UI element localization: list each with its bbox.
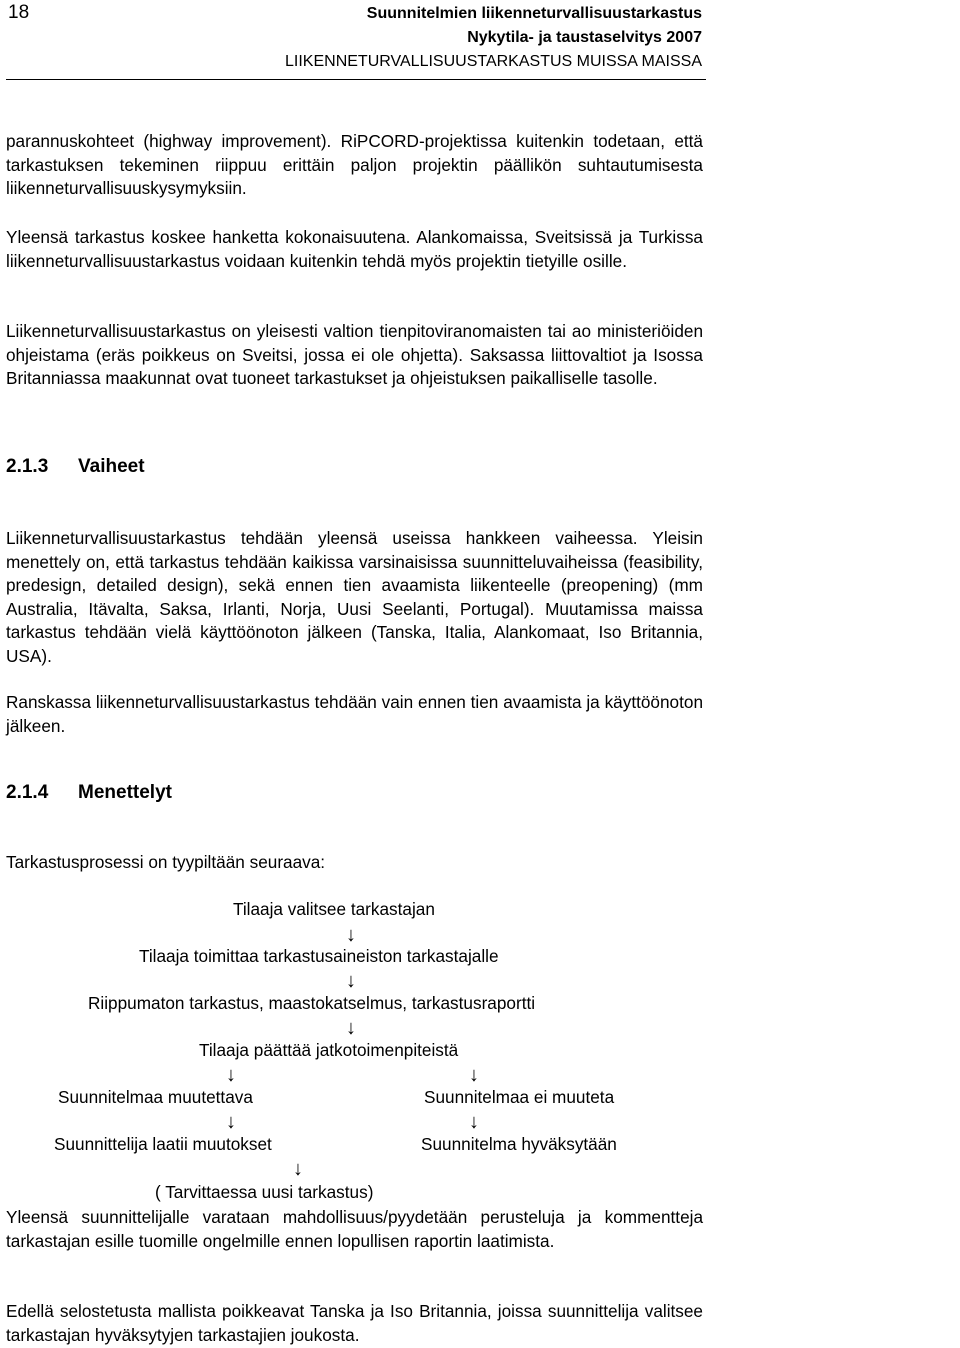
paragraph-4: Liikenneturvallisuustarkastus tehdään yleensä useissa hankkeen vaiheessa. Yleisin menettely on, että tarkastus tehdään kaikissa varsinaisissa suunnitteluvaiheissa (feasibility, predesign, detailed design), sekä ennen tien avaamista liikenteelle (preopening) (mm Australia, Itävalta, Saksa, Irlanti, Norja, Uusi Seelanti, Portugal). Muutamissa maissa tarkastus tehdään vielä käyttöönoton jälkeen (Tanska, Italia, Alankomaat, Iso Britannia, USA). <box>6 528 703 666</box>
arrow-down-icon: ↓ <box>469 1064 479 1086</box>
running-head-chapter: LIIKENNETURVALLISUUSTARKASTUS MUISSA MAISSA <box>285 53 702 70</box>
section-number: 2.1.3 <box>6 456 49 477</box>
flow-step-3: Riippumaton tarkastus, maastokatselmus, tarkastusraportti <box>88 993 536 1013</box>
flow-step-5: ( Tarvittaessa uusi tarkastus) <box>155 1182 374 1202</box>
running-head-title: Suunnitelmien liikenneturvallisuustarkastus <box>366 5 702 22</box>
paragraph-8: Edellä selostetusta mallista poikkeavat Tanska ja Iso Britannia, joissa suunnittelija valitsee tarkastajan hyväksytyjen tarkastajien joukosta. <box>6 1301 703 1345</box>
flow-left-2: Suunnittelija laatii muutokset <box>54 1134 272 1154</box>
flow-left-1: Suunnitelmaa muutettava <box>58 1087 253 1107</box>
arrow-down-icon: ↓ <box>469 1111 479 1133</box>
arrow-down-icon: ↓ <box>346 1017 356 1039</box>
flow-step-1: Tilaaja valitsee tarkastajan <box>233 899 435 919</box>
paragraph-1: parannuskohteet (highway improvement). RiPCORD-projektissa kuitenkin todetaan, että tarkastuksen tekeminen riippuu erittäin paljon projektin päällikön suhtautumisesta liikenneturvallisuuskysymyksiin. <box>6 131 703 198</box>
arrow-down-icon: ↓ <box>346 924 356 946</box>
paragraph-5: Ranskassa liikenneturvallisuustarkastus tehdään vain ennen tien avaamista ja käyttöönoton jälkeen. <box>6 692 703 736</box>
arrow-down-icon: ↓ <box>226 1111 236 1133</box>
paragraph-2: Yleensä tarkastus koskee hanketta kokonaisuutena. Alankomaissa, Sveitsissä ja Turkissa liikenneturvallisuustarkastus voidaan kuitenkin tehdä myös projektin tietyille osille. <box>6 227 703 271</box>
section-heading-menettelyt <box>6 782 172 804</box>
flow-step-2: Tilaaja toimittaa tarkastusaineiston tarkastajalle <box>139 946 499 966</box>
running-head <box>285 2 702 74</box>
arrow-down-icon: ↓ <box>226 1064 236 1086</box>
arrow-down-icon: ↓ <box>346 970 356 992</box>
paragraph-3: Liikenneturvallisuustarkastus on yleisesti valtion tienpitoviranomaisten tai ao ministeriöiden ohjeistama (eräs poikkeus on Sveitsi, jossa ei ole ohjetta). Saksassa liittovaltiot ja Isossa Britanniassa maakunnat ovat tuoneet tarkastukset ja ohjeistuksen paikalliselle tasolle. <box>6 321 703 388</box>
flow-right-1: Suunnitelmaa ei muuteta <box>424 1087 615 1107</box>
flow-right-2: Suunnitelma hyväksytään <box>421 1134 617 1154</box>
arrow-down-icon: ↓ <box>293 1158 303 1180</box>
flow-step-4: Tilaaja päättää jatkotoimenpiteistä <box>199 1040 459 1060</box>
paragraph-6: Tarkastusprosessi on tyypiltään seuraava: <box>6 852 326 872</box>
header-rule <box>6 79 706 80</box>
section-heading-vaiheet <box>6 456 145 478</box>
section-title: Vaiheet <box>78 456 145 477</box>
running-head-subtitle: Nykytila- ja taustaselvitys 2007 <box>467 29 702 46</box>
section-title: Menettelyt <box>78 782 172 803</box>
paragraph-7: Yleensä suunnittelijalle varataan mahdollisuus/pyydetään perusteluja ja kommentteja tarkastajan esille tuomille ongelmille ennen lopullisen raportin laatimista. <box>6 1207 703 1251</box>
page-number: 18 <box>8 2 30 23</box>
section-number: 2.1.4 <box>6 782 49 803</box>
